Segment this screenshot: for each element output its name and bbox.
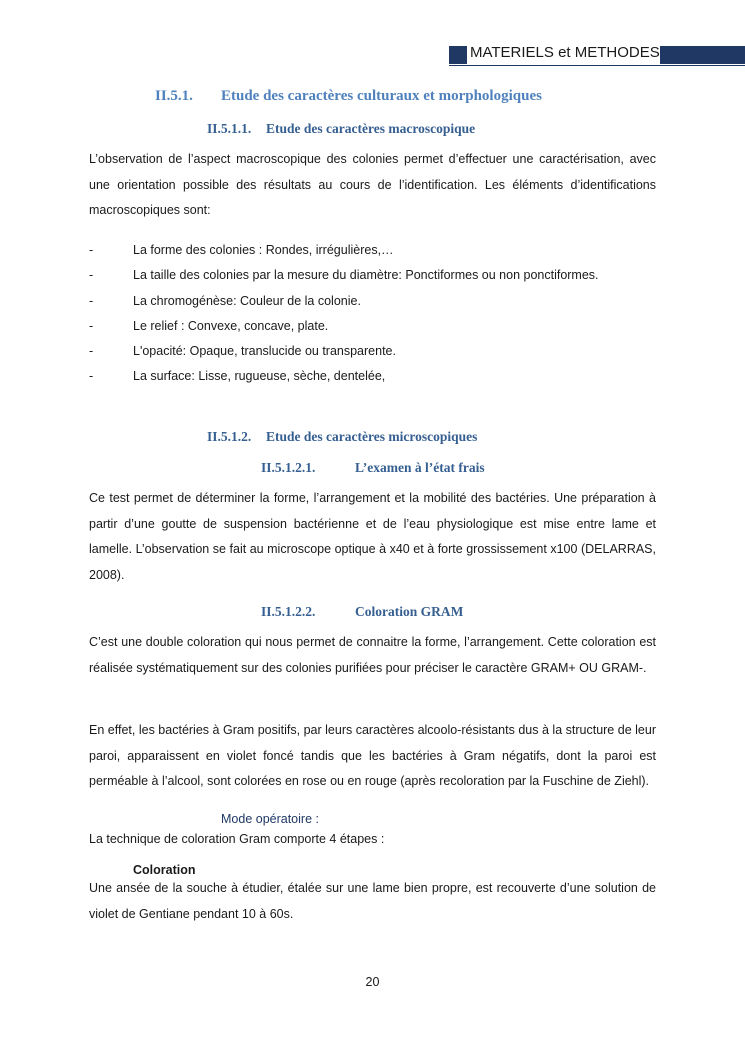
macro-paragraph: L’observation de l’aspect macroscopique des colonies permet d’effectuer une caractérisation, avec une orientation possible des résultats au cours de l’identification. Les éléments d’identifications macroscopiques sont: (89, 152, 656, 217)
list-item: - Le relief : Convexe, concave, plate. (89, 314, 656, 339)
list-item: - La surface: Lisse, rugueuse, sèche, dentelée, (89, 364, 656, 389)
section-title: Etude des caractères culturaux et morphologiques (221, 88, 542, 104)
micro-title: Etude des caractères microscopiques (266, 429, 478, 444)
list-bullet: - (89, 344, 94, 359)
mode-operatoire-title: Mode opératoire : (221, 812, 319, 826)
list-bullet: - (89, 318, 94, 333)
gram-title: Coloration GRAM (355, 604, 464, 619)
gram-number: II.5.1.2.2. (261, 604, 316, 619)
header-accent-right (660, 46, 745, 64)
header-accent-left (449, 46, 467, 64)
header-rule (449, 65, 745, 66)
macro-title: Etude des caractères macroscopique (266, 121, 476, 136)
page-number: 20 (365, 975, 380, 989)
frais-title: L’examen à l’état frais (355, 460, 485, 475)
gram-steps-intro: La technique de coloration Gram comporte 4 étapes : (89, 832, 385, 846)
step-coloration-title: Coloration (133, 863, 196, 877)
micro-number: II.5.1.2. (207, 429, 252, 444)
list-bullet: - (89, 268, 94, 283)
frais-number: II.5.1.2.1. (261, 460, 316, 475)
list-item: - La forme des colonies : Rondes, irrégulières,… (89, 238, 656, 263)
list-item: - L'opacité: Opaque, translucide ou transparente. (89, 339, 656, 364)
macro-list (89, 238, 656, 390)
step-coloration-text: Une ansée de la souche à étudier, étalée sur une lame bien propre, est recouverte d’une solution de violet de Gentiane pendant 10 à 60s. (89, 881, 656, 921)
list-bullet: - (89, 293, 94, 308)
macro-number: II.5.1.1. (207, 121, 252, 136)
list-item: - La chromogénèse: Couleur de la colonie. (89, 289, 656, 314)
gram-paragraph-2: En effet, les bactéries à Gram positifs, par leurs caractères alcoolo-résistants dus à la structure de leur paroi, apparaissent en violet foncé tandis que les bactéries à Gram négatifs, dont la paroi est perméable à l’alcool, sont colorées en rose ou en rouge (après recoloration par la Fuschine de Ziehl). (89, 723, 656, 788)
list-bullet: - (89, 243, 94, 257)
gram-paragraph-1: C’est une double coloration qui nous permet de connaitre la forme, l’arrangement. Cette coloration est réalisée systématiquement sur des colonies purifiées pour préciser le caractère GRAM+ OU GRAM-. (89, 635, 656, 675)
frais-paragraph: Ce test permet de déterminer la forme, l’arrangement et la mobilité des bactéries. Une préparation à partir d’une goutte de suspension bactérienne et de l’eau physiologique est mise entre lame et lamelle. L’observation se fait au microscope optique à x40 et à forte grossissement x100 (DELARRAS, 2008). (89, 491, 656, 582)
list-bullet: - (89, 369, 94, 384)
header-title: MATERIELS et METHODES (470, 44, 660, 61)
list-item: - La taille des colonies par la mesure du diamètre: Ponctiformes ou non ponctiformes. (89, 263, 656, 288)
section-number: II.5.1. (155, 88, 193, 104)
